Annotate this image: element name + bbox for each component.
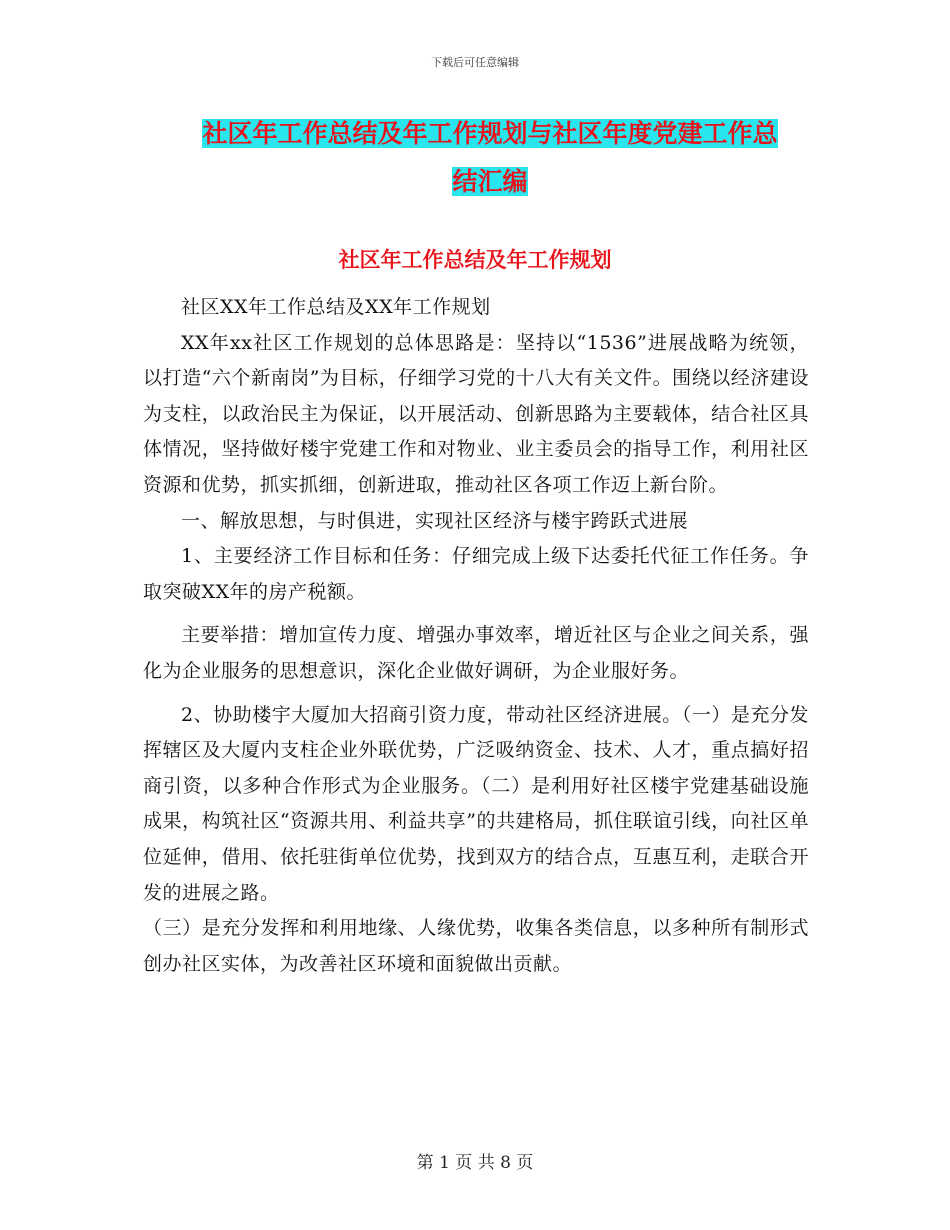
section-title: 社区年工作总结及年工作规划	[338, 248, 612, 272]
main-title-line-1: 社区年工作总结及年工作规划与社区年度党建工作总	[202, 119, 778, 148]
main-title	[150, 110, 830, 206]
body-text	[143, 290, 809, 982]
paragraph: 2、协助楼宇大厦加大招商引资力度，带动社区经济进展。（一）是充分发挥辖区及大厦内支柱企业外联优势，广泛吸纳资金、技术、人才，重点搞好招商引资，以多种合作形式为企业服务。（二）是利用好社区楼宇党建基础设施成果，构筑社区“资源共用、利益共享”的共建格局，抓住联谊引线，向社区单位延伸，借用、依托驻街单位优势，找到双方的结合点，互惠互利，走联合开发的进展之路。	[143, 703, 809, 904]
paragraph: （三）是充分发挥和利用地缘、人缘优势，收集各类信息，以多种所有制形式创办社区实体，为改善社区环境和面貌做出贡献。	[143, 917, 809, 975]
main-title-line-2: 结汇编	[452, 167, 528, 196]
paragraph: 1、主要经济工作目标和任务：仔细完成上级下达委托代征工作任务。争取突破XX年的房产税额。	[143, 545, 809, 603]
paragraph: 主要举措：增加宣传力度、增强办事效率，增近社区与企业之间关系，强化为企业服务的思想意识，深化企业做好调研，为企业服好务。	[143, 624, 809, 682]
page-footer: 第 1 页 共 8 页	[416, 1153, 534, 1173]
paragraph: 一、解放思想，与时俱进，实现社区经济与楼宇跨跃式进展	[181, 509, 689, 532]
paragraph: XX年xx社区工作规划的总体思路是：坚持以“1536”进展战略为统领，以打造“六个新南岗”为目标，仔细学习党的十八大有关文件。围绕以经济建设为支柱，以政治民主为保证，以开展活动、创新思路为主要载体，结合社区具体情况，坚持做好楼宇党建工作和对物业、业主委员会的指导工作，利用社区资源和优势，抓实抓细，创新进取，推动社区各项工作迈上新台阶。	[143, 331, 809, 496]
header-note: 下载后可任意编辑	[431, 56, 519, 69]
paragraph: 社区XX年工作总结及XX年工作规划	[181, 296, 491, 318]
